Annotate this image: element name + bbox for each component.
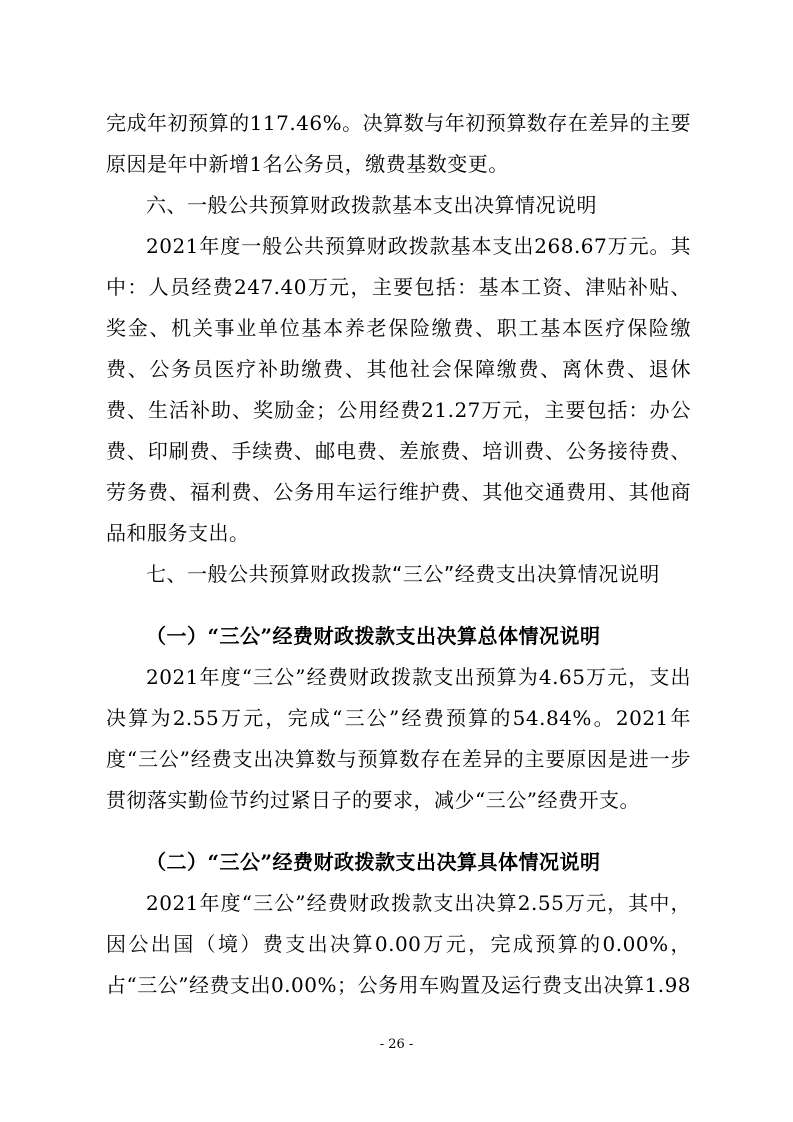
subsection-heading-7-2: （二）“三公”经费财政拨款支出决算具体情况说明 (146, 850, 601, 874)
page-number: - 26 - (379, 1037, 414, 1052)
section-heading-7: 七、一般公共预算财政拨款“三公”经费支出决算情况说明 (146, 562, 660, 586)
paragraph-section-7-2: 2021年度“三公”经费财政拨款支出决算2.55万元，其中，因公出国（境）费支出决算0.00万元，完成预算的0.00%，占“三公”经费支出0.00%；公务用车购置及运行费支出决算1.98 (106, 891, 692, 997)
section-heading-6: 六、一般公共预算财政拨款基本支出决算情况说明 (146, 193, 597, 217)
paragraph-continued: 完成年初预算的117.46%。决算数与年初预算数存在差异的主要原因是年中新增1名公务员，缴费基数变更。 (106, 111, 691, 176)
paragraph-section-7-1: 2021年度“三公”经费财政拨款支出预算为4.65万元，支出决算为2.55万元，完成“三公”经费预算的54.84%。2021年度“三公”经费支出决算数与预算数存在差异的主要原因是进一步贯彻落实勤俭节约过紧日子的要求，减少“三公”经费开支。 (106, 665, 691, 812)
paragraph-section-6: 2021年度一般公共预算财政拨款基本支出268.67万元。其中：人员经费247.40万元，主要包括：基本工资、津贴补贴、奖金、机关事业单位基本养老保险缴费、职工基本医疗保险缴费、公务员医疗补助缴费、其他社会保障缴费、离休费、退休费、生活补助、奖励金；公用经费21.27万元，主要包括：办公费、印刷费、手续费、邮电费、差旅费、培训费、公务接待费、劳务费、福利费、公务用车运行维护费、其他交通费用、其他商品和服务支出。 (106, 234, 691, 545)
subsection-heading-7-1: （一）“三公”经费财政拨款支出决算总体情况说明 (146, 624, 601, 648)
